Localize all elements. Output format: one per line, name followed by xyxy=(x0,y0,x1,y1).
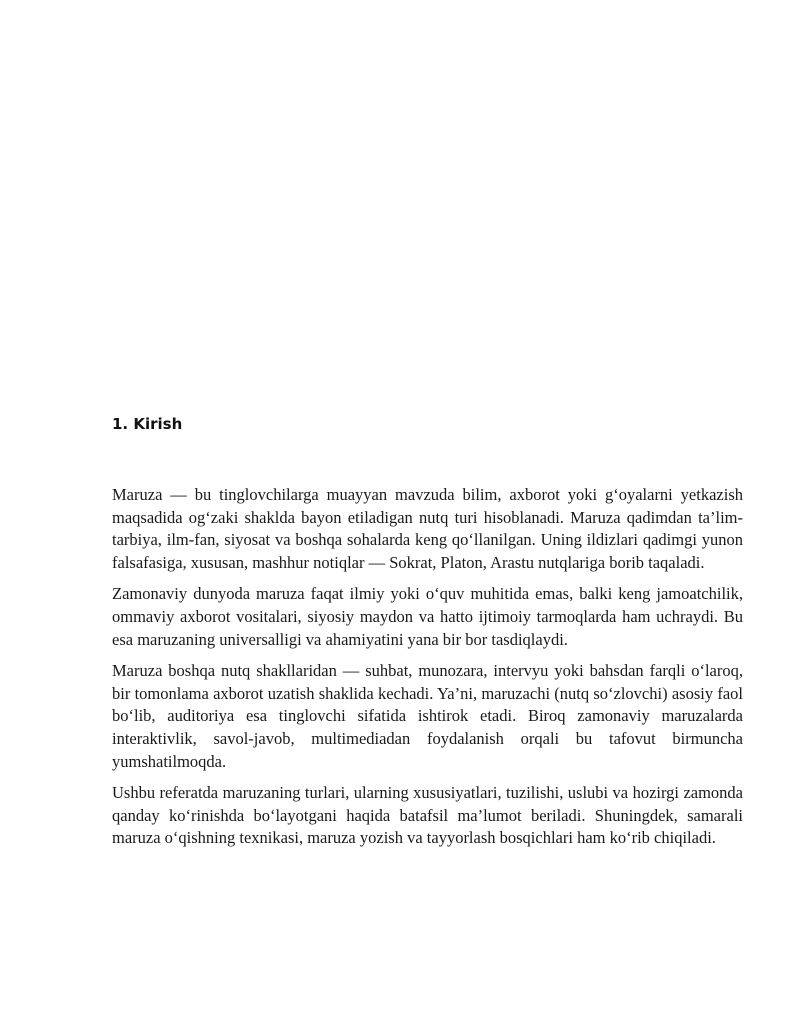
section-heading: 1. Kirish xyxy=(112,415,183,433)
paragraph: Ushbu referatda maruzaning turlari, ularning xususiyatlari, tuzilishi, uslubi va hozirgi zamonda qanday ko‘rinishda bo‘layotgani haqida batafsil ma’lumot beriladi. Shuningdek, samarali maruza o‘qishning texnikasi, maruza yozish va tayyorlash bosqichlari ham ko‘rib chiqiladi. xyxy=(112,783,743,848)
paragraph: Maruza — bu tinglovchilarga muayyan mavzuda bilim, axborot yoki g‘oyalarni yetkazish maqsadida og‘zaki shaklda bayon etiladigan nutq turi hisoblanadi. Maruza qadimdan ta’lim-tarbiya, ilm-fan, siyosat va boshqa sohalarda keng qo‘llanilgan. Uning ildizlari qadimgi yunon falsafasiga, xususan, mashhur notiqlar — Sokrat, Platon, Arastu nutqlariga borib taqaladi. xyxy=(112,485,743,572)
paragraph: Zamonaviy dunyoda maruza faqat ilmiy yoki o‘quv muhitida emas, balki keng jamoatchilik, ommaviy axborot vositalari, siyosiy maydon va hatto ijtimoiy tarmoqlarda ham uchraydi. Bu esa maruzaning universalligi va ahamiyatini yana bir bor tasdiqlaydi. xyxy=(112,584,743,649)
section-body xyxy=(112,484,743,859)
paragraph: Maruza boshqa nutq shakllaridan — suhbat, munozara, intervyu yoki bahsdan farqli o‘laroq, bir tomonlama axborot uzatish shaklida kechadi. Ya’ni, maruzachi (nutq so‘zlovchi) asosiy faol bo‘lib, auditoriya esa tinglovchi sifatida ishtirok etadi. Biroq zamonaviy maruzalarda interaktivlik, savol-javob, multimediadan foydalanish orqali bu tafovut birmuncha yumshatilmoqda. xyxy=(112,661,743,771)
